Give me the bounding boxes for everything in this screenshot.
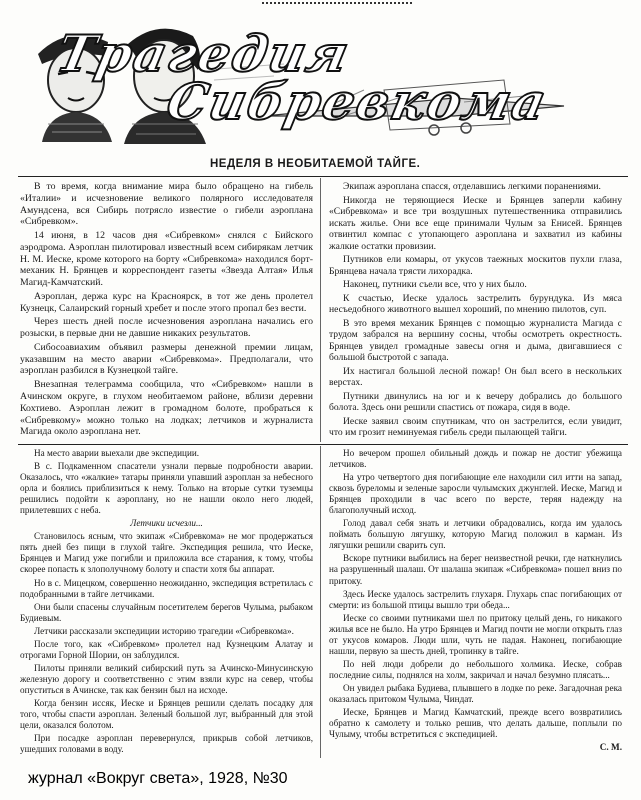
paragraph: По ней люди добрели до небольшого холмика. Иеске, собрав последние силы, поднялся на холм, закричал и начал безумно плясать... [329,658,622,680]
source-caption: журнал «Вокруг света», 1928, №30 [28,770,288,787]
paragraph: Иеске заявил своим спутникам, что он застрелится, если увидит, что им грозит неминуемая гибель среди пылающей тайги. [329,415,622,439]
paragraph: Сибосоавиахим объявил размеры денежной премии лицам, указавшим на место аварии «Сибревкома». Предполагали, что аэроплан разбился в Кузнецкой тайге. [20,341,313,377]
column-separator-bottom [320,446,321,758]
column-left-top [20,181,313,441]
paragraph: Иеске со своими путниками шел по притоку целый день, го никакого жилья все не было. На утро Брянцев и Магид почти не могли открыть глаз от укусов комаров. Люди шли, чуть не падая. Наконец, погибающие нашли, первую за шесть дней, тропинку в тайге. [329,612,622,656]
paragraph: Когда бензин иссяк, Иеске и Брянцев решили сделать посадку для того, чтобы спасти аэроплан. Зеленый большой луг, выбранный для этой цели, оказался болотом. [20,697,313,731]
column-right-bottom [329,448,622,758]
paragraph: В это время механик Брянцев с помощью журналиста Магида с трудом забрался на вершину сосны, чтобы осмотреть окрестность. Брянцев увидел громадные завесы огня и дыма, двигавшиеся с большой быстротой с запада. [329,317,622,364]
paragraph: На место аварии выехали две экспедиции. [34,448,200,458]
paragraph: Их настигал большой лесной пожар! Он был всего в нескольких верстах. [329,365,622,389]
paragraph: Но вечером прошел обильный дождь и пожар не достиг убежища летчиков. [329,448,622,470]
paragraph: Путники двинулись на юг и к вечеру добрались до большого болота. Здесь они решили спастись от пожара, сидя в воде. [329,390,622,414]
column-left-bottom [20,448,313,758]
paragraph: Голод давал себя знать и летчики обрадовались, когда им удалось поймать большую лягушку, которую Магид положил в карман. Из лягушки решили сварить суп. [329,518,622,551]
paragraph: Наконец, путники съели все, что у них было. [343,279,527,291]
column-separator-top [320,178,321,442]
paragraph: Экипаж аэроплана спасся, отделавшись легкими поранениями. [343,181,601,192]
article-header [18,8,628,148]
paragraph: Аэроплан, держа курс на Красноярск, в тот же день пролетел Кузнецк, Салаирский горный хребет и после этого пропал без вести. [20,290,313,314]
column-right-top [329,181,622,441]
paragraph: К счастью, Иеске удалось застрелить бурундука. Из мяса несъедобного животного вышел хороший, по мнению пилотов, суп. [329,292,622,316]
paragraph: В с. Подкаменном спасатели узнали первые подробности аварии. Оказалось, что «жалкие» татары приняли упавший аэроплан за небесного орла и боялись приблизиться к нему. Только на вторые сутки туземцы решились подойти к аэроплану, но не нашли около него людей, прилетевших с неба. [20,461,313,516]
divider-top [18,176,628,177]
paragraph: Через шесть дней после исчезновения аэроплана начались его розыски, в первые дни не давшие никаких результатов. [20,316,313,340]
paragraph: 14 июня, в 12 часов дня «Сибревком» снялся с Бийского аэродрома. Аэроплан пилотировал известный всем сибирякам летчик Н. М. Иеске, кроме которого на борту «Сибревкома» находился борт-механик Н. Брянцев и корреспондент газеты «Звезда Алтая» Илья Магид-Камчатский. [20,230,313,289]
paragraph: Пилоты приняли великий сибирский путь за Ачинско-Минусинскую железную дорогу и соответственно с этим взяли курс на север, чтобы опуститься в Ачинске, так как бензин был на исходе. [20,662,313,695]
paragraph: После того, как «Сибревком» пролетел над Кузнецким Алатау и отрогами Горной Шории, он заблудился. [20,638,313,660]
paragraph: На утро четвертого дня погибающие еле находили сил итти на запад, сквозь буреломы и зеленые заросли чулымских джунглей. Иеске, Магид и Брянцев проходили в час всего по версте, теряя надежду на благополучный исход. [329,472,622,516]
paragraph: Они были спасены случайным посетителем берегов Чулыма, рыбаком Будиевым. [20,601,313,623]
title-line-1: Трагедия [51,24,356,83]
paragraph: Здесь Иеске удалось застрелить глухаря. Глухарь спас погибающих от смерти: из большой птицы вышло три обеда... [329,588,622,610]
divider-middle [18,444,628,445]
paragraph: Летчики исчезли... [130,518,203,529]
title-line-2: Сибревкома [161,72,554,131]
paragraph: Становилось ясным, что экипаж «Сибревкома» не мог продержаться пять дней без пищи в глухой тайге. Экспедиция решила, что Иеске, Брянцев и Магид уже погибли и приложила все старания, к тому, чтобы скорее попасть к злополучному болоту и спасти хотя бы аппарат. [20,531,313,575]
paragraph: В то время, когда внимание мира было обращено на гибель «Италии» и исчезновение великого полярного исследователя Амундсена, вся Сибирь потрясло известие о гибели аэроплана «Сибревком». [20,181,313,228]
paragraph: Иеске, Брянцев и Магид Камчатский, прежде всего возвратились обратно к самолету и только решив, что делать дальше, поплыли по Чулыму, чтобы встретиться с экспедицией. [329,707,622,740]
paragraph: Летчики рассказали экспедиции историю трагедии «Сибревкома». [34,625,294,636]
author-signature: С. М. [599,742,622,753]
paragraph: Но в с. Мицецком, совершенно неожиданно, экспедиция встретилась с подобранными в тайге летчиками. [20,577,313,599]
paragraph: Вскоре путники выбились на берег неизвестной речки, где наткнулись на разрушенный шалаш. От шалаша экипаж «Сибревкома» пошел вниз по притоку. [329,553,622,586]
paragraph: Внезапная телеграмма сообщила, что «Сибревком» нашли в Ачинском округе, в глухом необитаемом районе, вблизи деревни Кохтиево. Аэроплан лежит в громадном болоте, пробраться к «Сибревкому» можно только на лодках; летчиков и журналиста Магида около аэроплана нет. [20,379,313,438]
paragraph: При посадке аэроплан перевернулся, прикрыв собой летчиков, ушедших головами в воду. [20,733,313,755]
paragraph: Путников ели комары, от укусов таежных москитов пухли глаза, Брянцева начала трясти лихорадка. [329,254,622,277]
article-subtitle: НЕДЕЛЯ В НЕОБИТАЕМОЙ ТАЙГЕ. [210,158,421,170]
paragraph: Никогда не теряющиеся Иеске и Брянцев заперли кабину «Сибревкома» и все три воздушных путешественника отправились искать жилье. Они все еще принимали Чулым за Енисей. Брянцев отвинтил компас с утопающего аэроплана и захватил из кабины жалкие остатки провизии. [329,194,622,252]
paragraph: Он увидел рыбака Будиева, плывшего в лодке по реке. Загадочная река оказалась притоком Чулыма, Чиндат. [329,682,622,704]
